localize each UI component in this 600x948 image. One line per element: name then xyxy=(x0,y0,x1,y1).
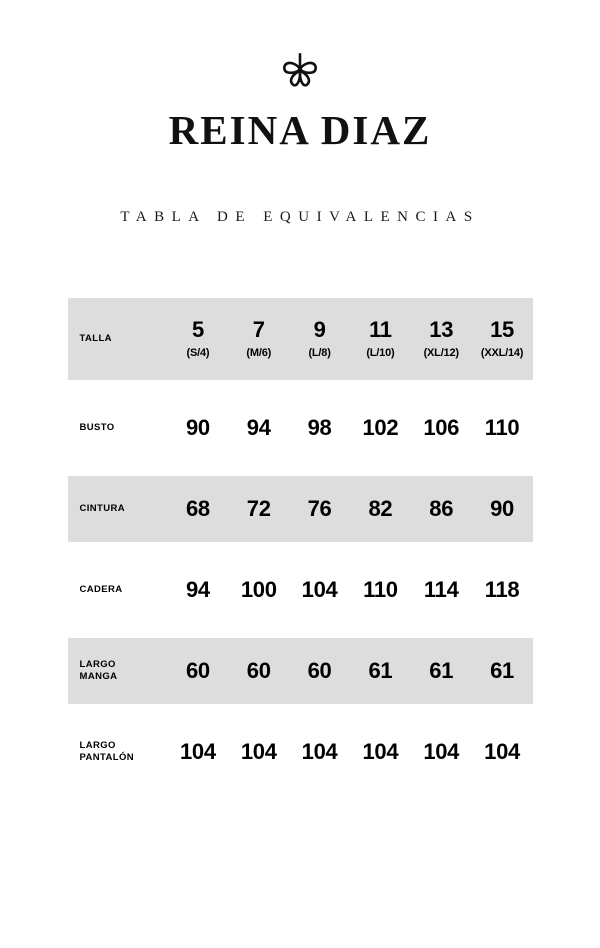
table-cell: 118 xyxy=(484,577,520,602)
table-cell: 82 xyxy=(368,496,393,521)
table-row xyxy=(68,476,533,542)
size-table-wrapper xyxy=(68,298,533,785)
header-equivalent: (M/6) xyxy=(246,347,272,360)
table-cell: 76 xyxy=(307,496,332,521)
table-cell: 86 xyxy=(429,496,454,521)
table-cell: 90 xyxy=(490,496,514,521)
table-cell: 104 xyxy=(240,739,277,764)
table-cell: 110 xyxy=(484,415,520,440)
header-size: 11 xyxy=(369,317,392,343)
header-equivalent: (XL/12) xyxy=(423,347,459,360)
table-cell: 94 xyxy=(246,415,271,440)
brand-logo xyxy=(0,48,600,151)
table-header-row xyxy=(68,298,533,380)
size-chart-page xyxy=(0,48,600,948)
table-cell: 61 xyxy=(490,658,514,683)
header-equivalent: (S/4) xyxy=(186,347,210,360)
table-row xyxy=(68,395,533,461)
row-spacer xyxy=(68,623,533,638)
table-cell: 60 xyxy=(246,658,271,683)
row-spacer xyxy=(68,461,533,476)
table-cell: 60 xyxy=(185,658,210,683)
row-label-line1: LARGO xyxy=(79,740,116,752)
row-label: BUSTO xyxy=(79,422,115,434)
row-label: CADERA xyxy=(79,584,123,596)
row-label: CINTURA xyxy=(79,503,126,515)
header-cell xyxy=(289,298,350,380)
table-cell: 60 xyxy=(307,658,332,683)
header-size: 13 xyxy=(429,317,454,343)
header-size: 15 xyxy=(490,317,514,343)
table-cell: 68 xyxy=(185,496,210,521)
table-cell: 102 xyxy=(362,415,399,440)
page-subtitle: TABLA DE EQUIVALENCIAS xyxy=(120,209,480,225)
table-cell: 106 xyxy=(423,415,460,440)
table-cell: 94 xyxy=(185,577,210,602)
table-cell: 61 xyxy=(429,658,454,683)
table-row xyxy=(68,719,533,785)
clover-ribbon-icon xyxy=(274,48,326,100)
row-spacer xyxy=(68,542,533,557)
row-label-line2: MANGA xyxy=(79,671,118,682)
table-cell: 98 xyxy=(307,415,332,440)
header-equivalent: (L/8) xyxy=(308,347,331,360)
header-cell xyxy=(228,298,289,380)
table-cell: 104 xyxy=(180,739,216,764)
table-cell: 110 xyxy=(363,577,398,602)
size-table xyxy=(68,298,533,785)
table-cell: 114 xyxy=(423,577,459,602)
row-label-line2: PANTALÓN xyxy=(79,752,135,763)
table-cell: 90 xyxy=(185,415,210,440)
table-cell: 104 xyxy=(362,739,399,764)
row-label xyxy=(68,638,168,704)
header-cell xyxy=(350,298,411,380)
row-label xyxy=(68,719,168,785)
table-cell: 100 xyxy=(240,577,277,602)
table-row xyxy=(68,557,533,623)
row-spacer xyxy=(68,380,533,395)
header-cell xyxy=(411,298,472,380)
brand-name: REINA DIAZ xyxy=(168,107,432,153)
header-size: 7 xyxy=(252,317,265,343)
row-label-line1: LARGO xyxy=(79,659,116,671)
header-equivalent: (XXL/14) xyxy=(480,347,524,360)
header-cell xyxy=(472,298,533,380)
table-row xyxy=(68,638,533,704)
header-equivalent: (L/10) xyxy=(366,347,395,360)
table-cell: 104 xyxy=(301,577,338,602)
table-cell: 104 xyxy=(484,739,520,764)
header-cell xyxy=(168,298,229,380)
row-spacer xyxy=(68,704,533,719)
header-row-label: TALLA xyxy=(79,333,112,345)
table-cell: 61 xyxy=(368,658,393,683)
table-cell: 104 xyxy=(423,739,460,764)
table-cell: 104 xyxy=(301,739,338,764)
table-cell: 72 xyxy=(246,496,271,521)
header-size: 5 xyxy=(191,317,204,343)
header-size: 9 xyxy=(313,317,326,343)
